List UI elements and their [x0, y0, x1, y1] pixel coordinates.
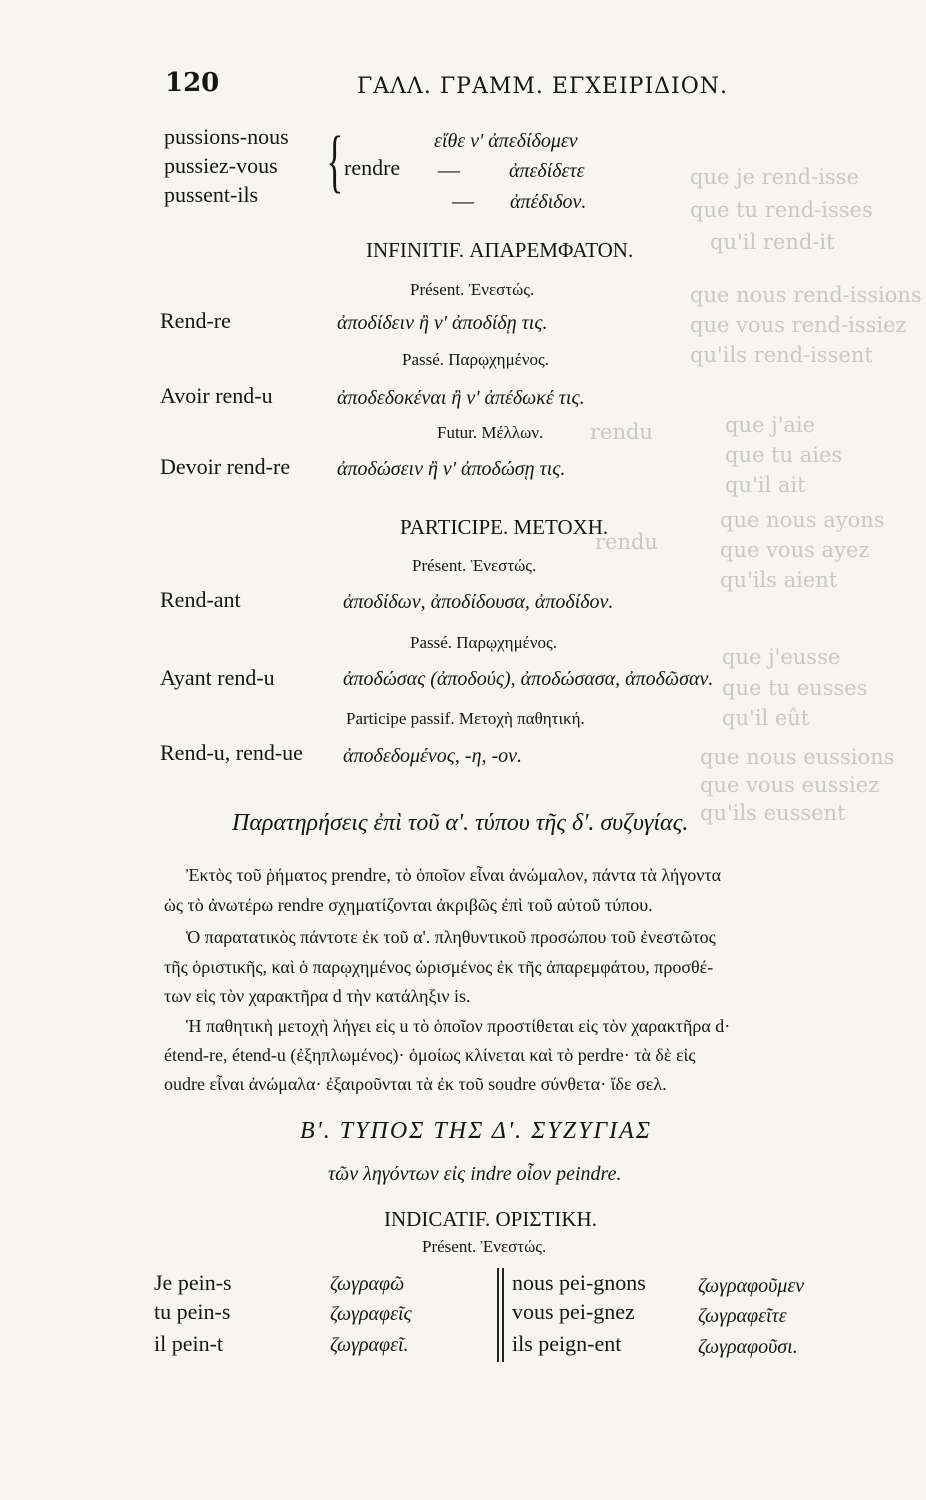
gr-form: ἀπεδίδετε: [509, 160, 585, 182]
fr-form: pussiez-vous: [164, 153, 278, 178]
bleed-line: qu'ils rend-issent: [690, 343, 873, 367]
bleed-line: que nous ayons: [720, 508, 885, 532]
gr-form: ἀποδίδων, ἀποδίδουσα, ἀποδίδον.: [343, 591, 614, 613]
fr-singular: tu pein-s: [154, 1299, 231, 1324]
bleed-line: rendu: [590, 420, 653, 444]
tense-label: Futur. Μέλλων.: [437, 423, 544, 442]
remarks-heading: Παρατηρήσεις ἐπὶ τοῦ α'. τύπου τῆς δ'. συζυγίας.: [232, 810, 689, 836]
gr-form: ἀποδώσας (ἀποδούς), ἀποδώσασα, ἀποδῶσαν.: [343, 668, 714, 690]
fr-singular: Je pein-s: [154, 1270, 232, 1295]
section-heading: PARTICIPE. ΜΕΤΟΧΗ.: [400, 515, 609, 539]
running-title: ΓΑΛΛ. ΓΡΑΜΜ. ΕΓΧΕΙΡΙΔΙΟΝ.: [357, 74, 728, 99]
remarks-line: oudre εἶναι ἀνώμαλα· ἐξαιροῦνται τὰ ἐκ τοῦ soudre σύνθετα· ἴδε σελ.: [164, 1074, 667, 1094]
bleed-line: que tu eusses: [722, 676, 868, 700]
fr-form: pussions-nous: [164, 124, 289, 149]
bleed-line: qu'il eût: [722, 706, 810, 730]
column-divider: [502, 1268, 504, 1362]
bleed-line: qu'ils eussent: [700, 801, 846, 825]
gr-form: ἀποδώσειν ἢ ν' ἀποδώσῃ τις.: [337, 458, 566, 480]
column-divider: [497, 1268, 499, 1362]
bleed-line: qu'il ait: [725, 473, 806, 497]
brace: {: [326, 123, 344, 200]
bleed-line: que je rend-isse: [690, 165, 859, 189]
fr-plural: vous pei-gnez: [512, 1299, 635, 1324]
gr-singular: ζωγραφεῖ.: [330, 1334, 409, 1356]
fr-plural: nous pei-gnons: [512, 1270, 646, 1295]
fr-form: Ayant rend-u: [160, 665, 275, 690]
remarks-line: ὡς τὸ ἀνωτέρω rendre σχηματίζονται ἀκριβῶς ἐπὶ τοῦ αὐτοῦ τύπου.: [164, 895, 653, 915]
fr-singular: il pein-t: [154, 1331, 224, 1356]
verb-rendre: rendre: [344, 155, 401, 180]
fr-form: Rend-u, rend-ue: [160, 740, 303, 765]
indicative-heading: INDICATIF. ΟΡΙΣΤΙΚΗ.: [384, 1207, 597, 1231]
gr-plural: ζωγραφεῖτε: [698, 1305, 787, 1327]
dash: —: [438, 157, 460, 182]
bleed-line: que tu aies: [725, 443, 843, 467]
bleed-line: que nous eussions: [700, 745, 895, 769]
tense-label: Présent. Ἐνεστώς.: [410, 280, 535, 299]
fr-form: Avoir rend-u: [160, 383, 273, 408]
fr-form: pussent-ils: [164, 182, 259, 207]
bleed-line: que vous rend-issiez: [690, 313, 907, 337]
gr-plural: ζωγραφοῦσι.: [698, 1336, 798, 1358]
gr-form: ἀποδεδοκέναι ἢ ν' ἀπέδωκέ τις.: [337, 387, 585, 409]
fr-plural: ils peign-ent: [512, 1331, 622, 1356]
tense-label: Présent. Ἐνεστώς.: [422, 1237, 547, 1256]
remarks-line: étend-re, étend-u (ἐξηπλωμένος)· ὁμοίως κλίνεται καὶ τὸ perdre· τὰ δὲ εἰς: [164, 1045, 696, 1065]
tense-label: Présent. Ἐνεστώς.: [412, 556, 537, 575]
fr-form: Rend-re: [160, 308, 231, 333]
section-b-subtitle: τῶν ληγόντων εἰς indre οἷον peindre.: [328, 1163, 622, 1185]
remarks-line: τῆς ὁριστικῆς, καὶ ὁ παρῳχημένος ὡρισμένος ἐκ τῆς ἀπαρεμφάτου, προσθέ-: [164, 957, 714, 977]
tense-label: Passé. Παρῳχημένος.: [402, 350, 549, 369]
gr-form: ἀπέδιδον.: [510, 191, 587, 213]
bleed-line: que j'aie: [725, 413, 816, 437]
gr-form: ἀποδεδομένος, -η, -ον.: [343, 745, 523, 767]
gr-singular: ζωγραφεῖς: [330, 1303, 412, 1325]
tense-label: Participe passif. Μετοχὴ παθητική.: [346, 709, 585, 728]
remarks-line: Ὁ παρατατικὸς πάντοτε ἐκ τοῦ α'. πληθυντικοῦ προσώπου τοῦ ἐνεστῶτος: [186, 927, 716, 947]
remarks-line: Ἐκτὸς τοῦ ῥήματος prendre, τὸ ὁποῖον εἶναι ἀνώμαλον, πάντα τὰ λήγοντα: [186, 865, 722, 885]
dash: —: [452, 188, 474, 213]
gr-form: εἴθε ν' ἀπεδίδομεν: [434, 130, 578, 152]
tense-label: Passé. Παρῳχημένος.: [410, 633, 557, 652]
gr-plural: ζωγραφοῦμεν: [698, 1275, 805, 1297]
fr-form: Devoir rend-re: [160, 454, 291, 479]
page-number: 120: [165, 68, 220, 98]
bleed-line: que tu rend-isses: [690, 198, 873, 222]
bleed-line: rendu: [595, 530, 658, 554]
gr-singular: ζωγραφῶ: [330, 1273, 405, 1295]
bleed-line: que vous ayez: [720, 538, 870, 562]
section-heading: INFINITIF. ΑΠΑΡΕΜΦΑΤΟΝ.: [366, 238, 634, 262]
bleed-line: que vous eussiez: [700, 773, 880, 797]
bleed-line: qu'il rend-it: [710, 230, 835, 254]
remarks-line: Ἡ παθητικὴ μετοχὴ λήγει εἰς u τὸ ὁποῖον προστίθεται εἰς τὸν χαρακτῆρα d·: [186, 1016, 731, 1036]
section-b-title: Β'. ΤΥΠΟΣ ΤΗΣ Δ'. ΣΥΖΥΓΙΑΣ: [300, 1118, 653, 1144]
fr-form: Rend-ant: [160, 587, 241, 612]
bleed-line: que nous rend-issions: [690, 283, 922, 307]
bleed-line: qu'ils aient: [720, 568, 838, 592]
gr-form: ἀποδίδειν ἢ ν' ἀποδίδῃ τις.: [337, 312, 548, 334]
remarks-line: των εἰς τὸν χαρακτῆρα d τὴν κατάληξιν is.: [164, 986, 471, 1006]
bleed-line: que j'eusse: [722, 645, 841, 669]
